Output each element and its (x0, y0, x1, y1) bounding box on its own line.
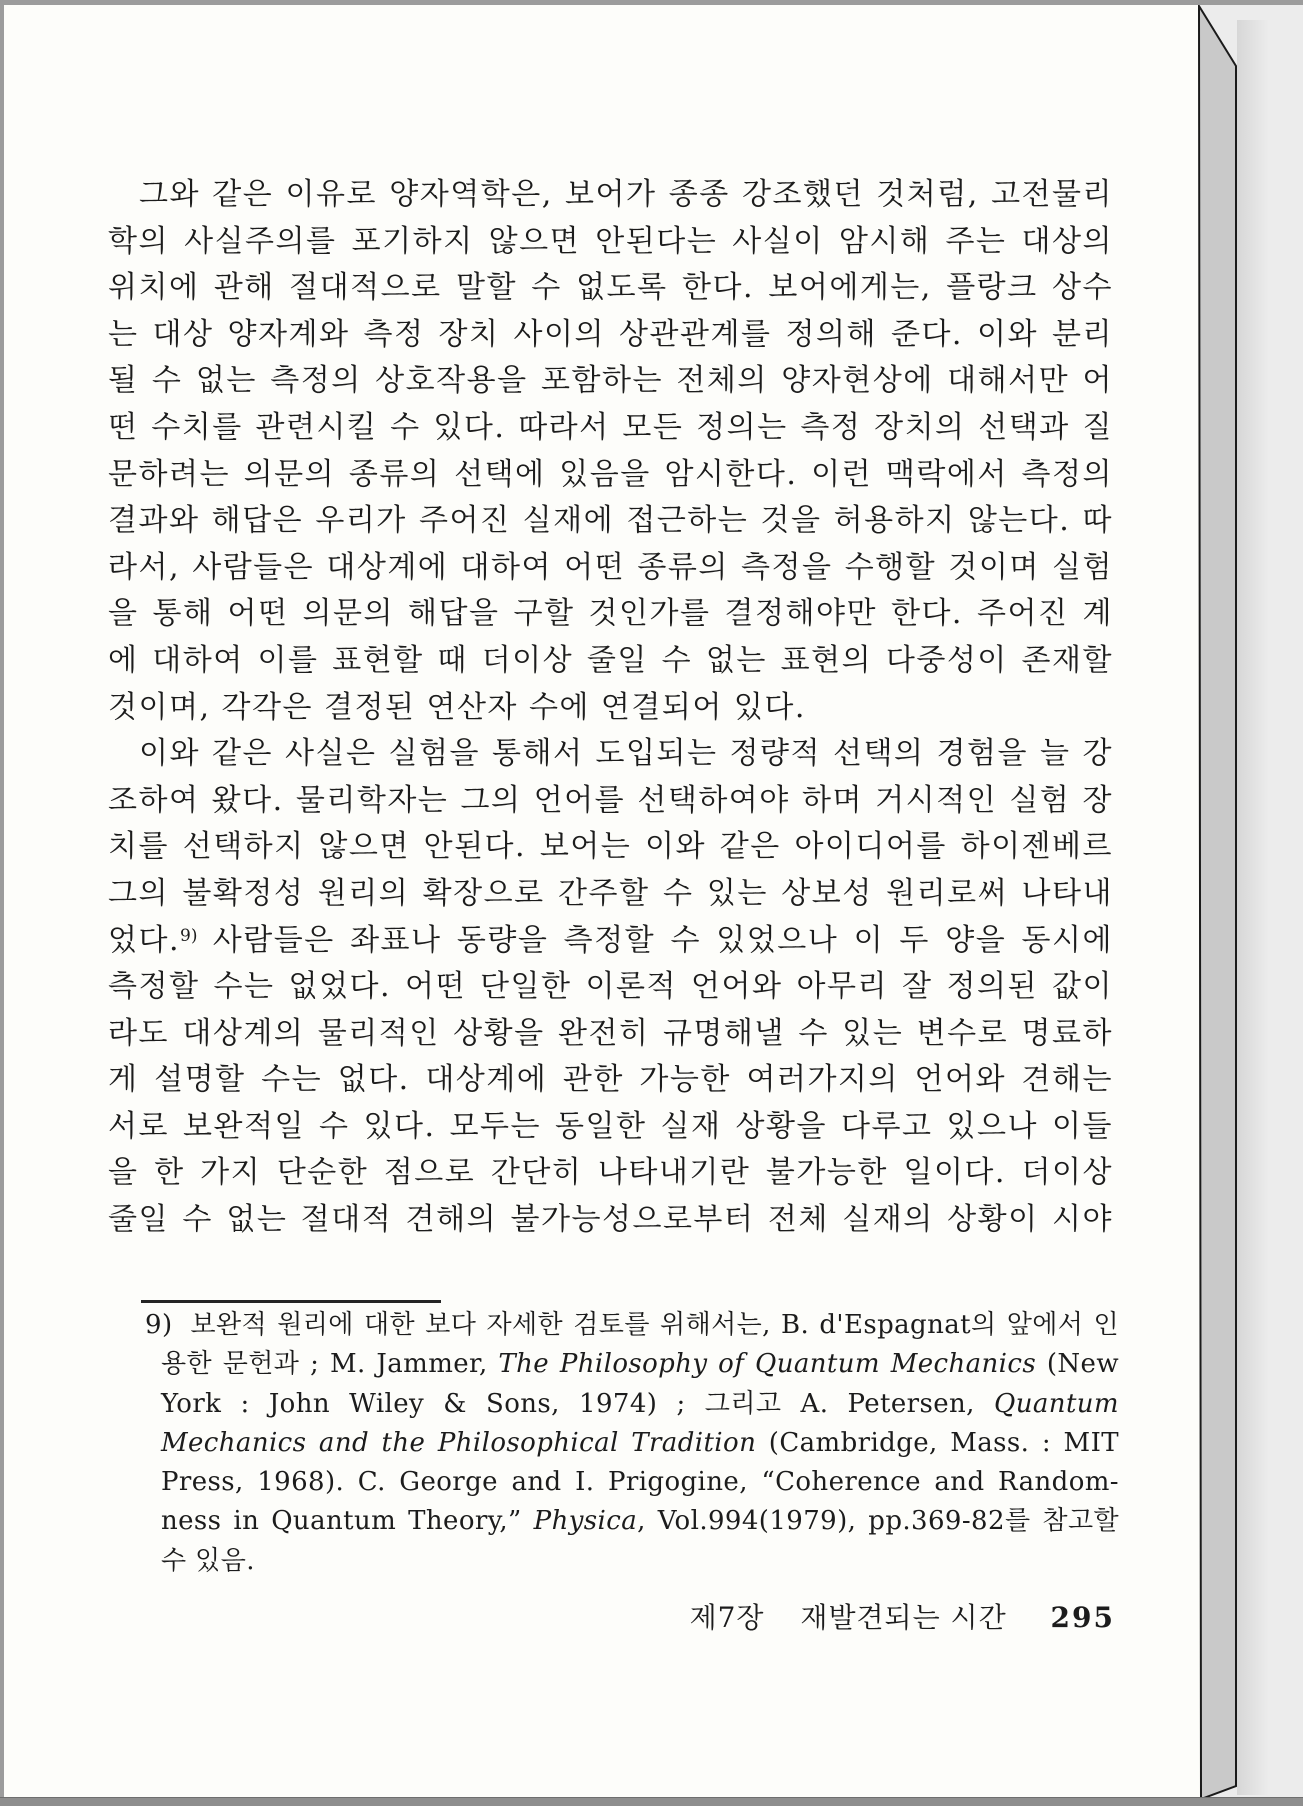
text-line: 결과와 해답은 우리가 주어진 실재에 접근하는 것을 허용하지 않는다. 따 (108, 503, 1113, 539)
text-line: 그의 불확정성 원리의 확장으로 간주할 수 있는 상보성 원리로써 나타내 (108, 875, 1113, 911)
paragraph-2 (108, 731, 1113, 1244)
text-line: 조하여 왔다. 물리학자는 그의 언어를 선택하여야 하며 거시적인 실험 장 (108, 782, 1113, 818)
text-line: 그와 같은 이유로 양자역학은, 보어가 종종 강조했던 것처럼, 고전물리 (139, 177, 1113, 212)
text-line: 라서, 사람들은 대상계에 대하여 어떤 종류의 측정을 수행할 것이며 실험 (108, 549, 1113, 585)
text-line: 서로 보완적일 수 있다. 모두는 동일한 실재 상황을 다루고 있으나 이들 (108, 1108, 1113, 1144)
text-line: 을 한 가지 단순한 점으로 간단히 나타내기란 불가능한 일이다. 더이상 (108, 1155, 1113, 1191)
text-line: 위치에 관해 절대적으로 말할 수 없도록 한다. 보어에게는, 플랑크 상수 (108, 270, 1113, 306)
text-line: ness in Quantum Theory,” Physica, Vol.994(1979), pp.369-82를 참고할 (161, 1506, 1119, 1537)
text-line: 이와 같은 사실은 실험을 통해서 도입되는 정량적 선택의 경험을 늘 강 (139, 736, 1113, 772)
text-line: 줄일 수 없는 절대적 견해의 불가능성으로부터 전체 실재의 상황이 시야 (108, 1202, 1113, 1238)
book-page (4, 5, 1200, 1797)
text-line: 라도 대상계의 물리적인 상황을 완전히 규명해낼 수 있는 변수로 명료하 (108, 1015, 1113, 1051)
footnote (145, 1306, 1119, 1581)
footnote-rule (141, 1300, 441, 1303)
text-line: 될 수 없는 측정의 상호작용을 포함하는 전체의 양자현상에 대해서만 어 (108, 363, 1113, 399)
text-line: 용한 문헌과 ; M. Jammer, The Philosophy of Quantum Mechanics (New (161, 1349, 1119, 1380)
text-line: 을 통해 어떤 의문의 해답을 구할 것인가를 결정해야만 한다. 주어진 계 (108, 596, 1113, 632)
chapter-label: 제7장 (689, 1601, 765, 1634)
body-text (108, 172, 1113, 1244)
paragraph-1 (108, 172, 1113, 731)
text-line: Press, 1968). C. George and I. Prigogine, “Coherence and Random- (161, 1467, 1119, 1498)
page-number: 295 (1050, 1601, 1115, 1634)
text-line: York : John Wiley & Sons, 1974) ; 그리고 A. Petersen, Quantum (161, 1388, 1119, 1419)
text-line: 측정할 수는 없었다. 어떤 단일한 이론적 언어와 아무리 잘 정의된 값이 (108, 969, 1113, 1005)
text-line: 치를 선택하지 않으면 안된다. 보어는 이와 같은 아이디어를 하이젠베르 (108, 829, 1113, 865)
text-line: 것이며, 각각은 결정된 연산자 수에 연결되어 있다. (108, 689, 806, 725)
text-line: 었다.$^{9)}$ 사람들은 좌표나 동량을 측정할 수 있었으나 이 두 양을 동시에 (108, 922, 1113, 958)
text-line: Mechanics and the Philosophical Tradition (Cambridge, Mass. : MIT (161, 1427, 1119, 1458)
chapter-title: 재발견되는 시간 (800, 1601, 1007, 1634)
running-footer (690, 1596, 1115, 1636)
text-line: 문하려는 의문의 종류의 선택에 있음을 암시한다. 이런 맥락에서 측정의 (108, 456, 1113, 492)
text-line: 떤 수치를 관련시킬 수 있다. 따라서 모든 정의는 측정 장치의 선택과 질 (108, 409, 1113, 445)
text-line: 에 대하여 이를 표현할 때 더이상 줄일 수 없는 표현의 다중성이 존재할 (108, 642, 1113, 678)
text-line: 수 있음. (161, 1545, 255, 1576)
scan-frame-left (0, 0, 4, 1806)
page-edge-shadow (1237, 20, 1283, 1795)
scan-frame-top (0, 0, 1303, 5)
text-line: 9) 보완적 원리에 대한 보다 자세한 검토를 위해서는, B. d'Espagnat의 앞에서 인 (145, 1310, 1119, 1340)
text-line: 학의 사실주의를 포기하지 않으면 안된다는 사실이 암시해 주는 대상의 (108, 223, 1113, 259)
text-line: 게 설명할 수는 없다. 대상계에 관한 가능한 여러가지의 언어와 견해는 (108, 1062, 1113, 1098)
scan-frame-bottom (0, 1797, 1303, 1806)
text-line: 는 대상 양자계와 측정 장치 사이의 상관관계를 정의해 준다. 이와 분리 (108, 316, 1113, 352)
